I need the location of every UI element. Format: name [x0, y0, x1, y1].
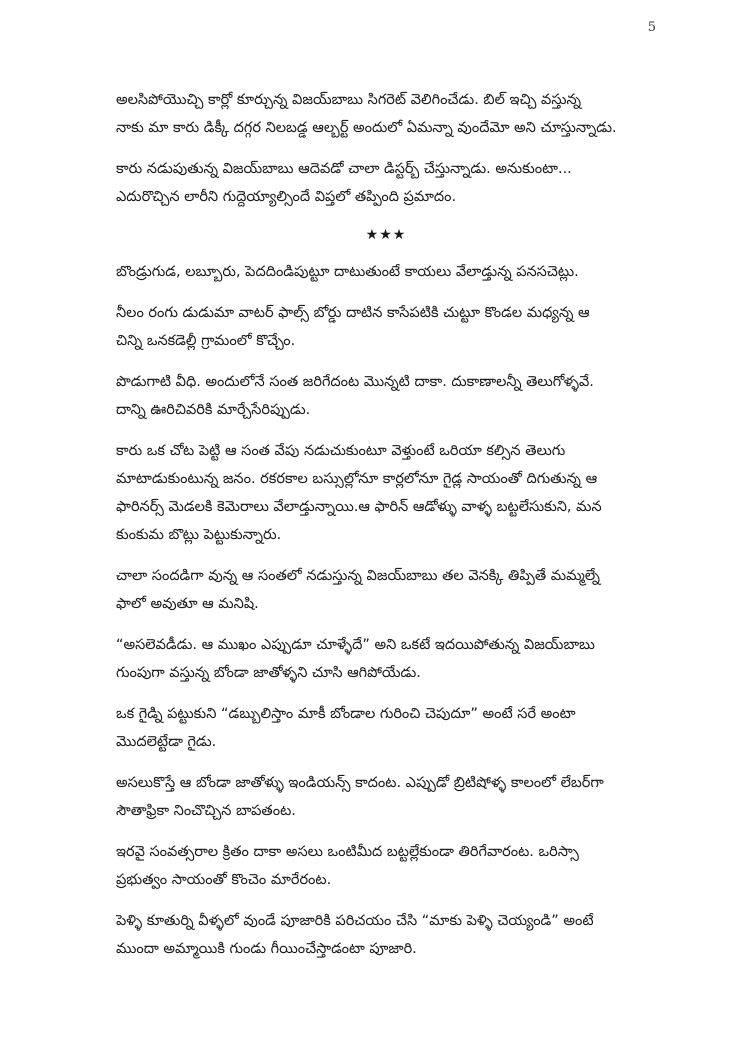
text-line: కారు నడుపుతున్న విజయ్‌బాబు ఆదెవడో చాలా డిస్టర్బ్ చేస్తున్నాడు. అనుకుంటా...	[116, 161, 572, 177]
text-line: ఇరవై సంవత్సరాల క్రితం దాకా అసలు ఒంటిమీద బట్టల్లేకుండా తిరిగేవారంట. ఒరిస్సా	[116, 844, 579, 860]
text-line: ఫారినర్స్ మెడలకి కెమెరాలు వేలాడ్తున్నాయి.ఆ ఫారిన్ ఆడోళ్ళు వాళ్ళ బట్టలేసుకుని, మన	[116, 499, 602, 515]
paragraph	[116, 155, 656, 211]
paragraph	[116, 700, 656, 756]
paragraph	[116, 368, 656, 424]
text-line: ఒక గైడ్ని పట్టుకుని “డబ్బులిస్తాం మాకీ బోండాల గురించి చెపుదూ” అంటే సరే అంటా	[116, 706, 576, 722]
page-number: 5	[647, 20, 656, 35]
text-line: బొండ్రుగుడ, లబ్బూరు, పెదదిండిపుట్టూ దాటుతుంటే కాయలు వేలాడ్తున్న పనసచెట్లు.	[116, 264, 579, 280]
paragraph	[116, 907, 656, 963]
paragraph	[116, 437, 656, 549]
text-line: పొడుగాటి వీధి. అందులోనే సంత జరిగేదంట మొన్నటి దాకా. దుకాణాలన్నీ తెలుగోళ్ళవే.	[116, 374, 594, 390]
paragraph	[116, 838, 656, 894]
page-body	[116, 86, 656, 976]
text-line: మాటాడుకుంటున్న జనం. రకరకాల బస్సుల్లోనూ కార్లలోనూ గైడ్ల సాయంతో దిగుతున్న ఆ	[116, 471, 598, 487]
paragraph	[116, 769, 656, 825]
text-line: గుంపుగా వస్తున్న బోండా జాతోళ్ళని చూసి ఆగిపోయేడు.	[116, 665, 421, 681]
text-line: నీలం రంగు డుడుమా వాటర్ ఫాల్స్ బోర్డు దాటిన కాసేపటికి చుట్టూ కొండల మధ్యన్న ఆ	[116, 305, 590, 321]
text-line: దాన్ని ఊరిచివరికి మార్చేసేరిప్పుడు.	[116, 402, 311, 418]
paragraph	[116, 299, 656, 355]
text-line: “అసలెవడీడు. ఆ ముఖం ఎప్పుడూ చూళ్ళేదే” అని ఒకటే ఇదయిపోతున్న విజయ్‌బాబు	[116, 637, 595, 653]
text-line: చాలా సందడిగా వున్న ఆ సంతలో నడుస్తున్న విజయ్‌బాబు తల వెనక్కి తిప్పితే మమ్మల్నే	[116, 568, 600, 584]
section-separator: ★★★	[365, 227, 407, 243]
text-line: నాకు మా కారు డిక్కీ దగ్గర నిలబడ్డ ఆల్బర్ట్ అందులో ఏమన్నా వుందేమో అని చూస్తున్నాడు.	[116, 120, 617, 136]
text-line: కుంకుమ బొట్లు పెట్టుకున్నారు.	[116, 527, 282, 543]
text-line: ఎదురొచ్చిన లారీని గుద్దెయ్యాల్సిందే విప్తలో తప్పింది ప్రమాదం.	[116, 189, 457, 205]
text-line: పెళ్ళి కూతుర్ని వీళ్ళలో వుండే పూజారికి పరిచయం చేసి “మాకు పెళ్ళి చెయ్యండి” అంటే	[116, 913, 594, 929]
paragraph	[116, 631, 656, 687]
text-line: అసలుకొస్తే ఆ బోండా జాతోళ్ళు ఇండియన్స్ కాదంట. ఎప్పుడో బ్రిటిషోళ్ళ కాలంలో లేబర్‌గా	[116, 775, 604, 791]
text-line: సౌతాఫ్రికా నించొచ్చిన బాపతంట.	[116, 803, 296, 819]
text-line: ముందా అమ్మాయికి గుండు గీయించేస్తాడంటా పూజారి.	[116, 941, 417, 957]
text-line: కారు ఒక చోట పెట్టి ఆ సంత వేపు నడుచుకుంటూ వెళ్తుంటే ఒరియా కల్సిన తెలుగు	[116, 443, 566, 459]
paragraph	[116, 562, 656, 618]
text-line: ప్రభుత్వం సాయంతో కొంచెం మారేరంట.	[116, 872, 332, 888]
paragraph	[116, 258, 656, 286]
text-line: ఫాలో అవుతూ ఆ మనిషి.	[116, 596, 259, 612]
paragraph	[116, 86, 656, 142]
text-line: మొదలెట్టేడా గైడు.	[116, 734, 217, 750]
text-line: చిన్ని ఒనకడెల్లీ గ్రామంలో కొచ్చేం.	[116, 333, 296, 349]
text-line: అలసిపోయొచ్చి కార్లో కూర్చున్న విజయ్‌బాబు సిగరెట్ వెలిగించేడు. బిల్ ఇచ్చి వస్తున్న	[116, 92, 581, 108]
